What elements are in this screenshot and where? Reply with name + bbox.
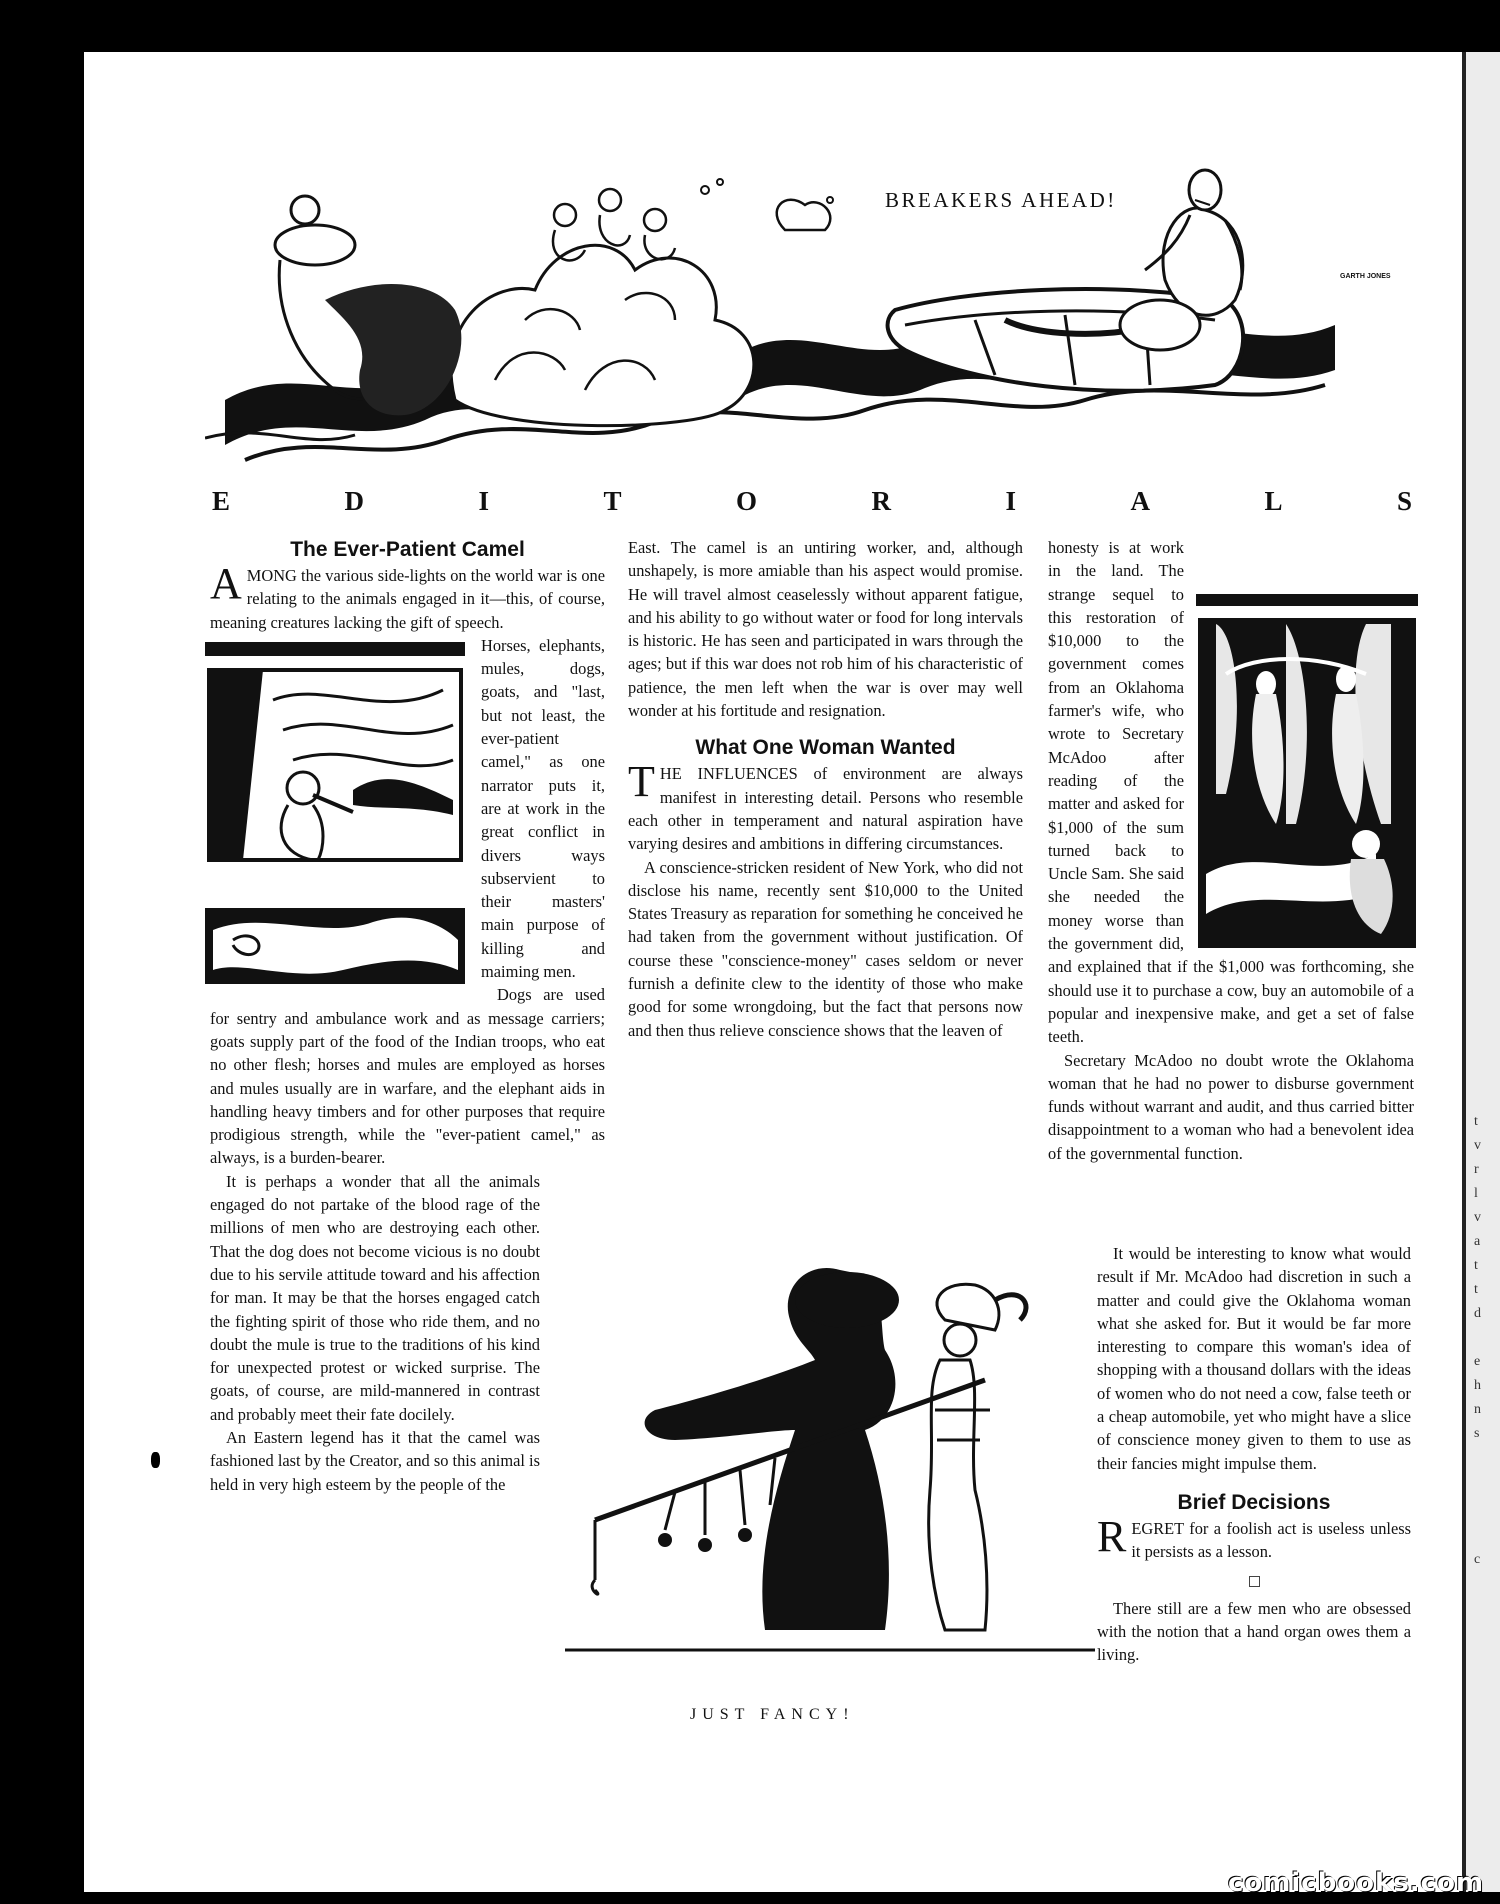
facing-letter: t — [1474, 1258, 1478, 1273]
artist-signature: GARTH JONES — [1340, 273, 1391, 280]
facing-letter: t — [1474, 1114, 1478, 1129]
camel-paragraph-1a: MONG the various side-lights on the world war is one relating to the animals engaged in it—this, of course, meaning creatures lacking the gift of speech. — [210, 566, 605, 632]
section-title-letter: I — [1005, 486, 1016, 516]
section-title-letter: I — [478, 486, 489, 516]
column-3 — [1048, 536, 1414, 1165]
camel-paragraph-4: An Eastern legend has it that the camel was fashioned last by the Creator, and so this animal is held in very high esteem by the people of the — [210, 1427, 540, 1494]
section-title-letter: O — [735, 486, 757, 516]
brief-paragraph-2: There still are a few men who are obsessed with the notion that a hand organ owes them a living. — [1097, 1598, 1411, 1665]
section-title-letter: A — [1130, 486, 1150, 516]
facing-letter: c — [1474, 1552, 1481, 1567]
drop-cap: A — [210, 559, 242, 608]
facing-letter: d — [1474, 1306, 1481, 1321]
woman-paragraph-3: honesty is at work in the land. The strange sequel to this restoration of $10,000 to the government comes from an Oklahoma farmer's wife, who wrote to Secretary McAdoo after reading of the matter and asked for $1,000 of the sum turned back to Uncle Sam. She said she needed the money worse than the government did, and explained that if the $1,000 was forthcoming, she should use it to purchase a cow, buy an automobile of a popular and inexpensive make, and get a set of false teeth. — [1048, 538, 1414, 1047]
woman-with-flute-illustration — [203, 640, 467, 984]
column-2 — [628, 536, 1023, 1042]
facing-letter: a — [1474, 1234, 1481, 1249]
woman-paragraph-4: Secretary McAdoo no doubt wrote the Oklahoma woman that he had no power to disburse government funds without warrant and audit, and thus carried bitter disappointment to a woman who had a benevolent idea of the governmental function. — [1048, 1050, 1414, 1163]
column-1 — [210, 536, 605, 1496]
section-title-letter: R — [871, 486, 891, 516]
woman-paragraph-2: A conscience-stricken resident of New York, who did not disclose his name, recently sent $10,000 to the United States Treasury as reparation for something he conceived he had taken from the government without justification. Of course these "conscience-money" cases seldom or never furnish a definite clew to the identity of those who make good for some wrongdoing, but the fact that persons now and then thus relieve conscience shows that the leaven of — [628, 857, 1023, 1040]
section-divider — [1097, 1570, 1411, 1593]
camel-paragraph-2: Dogs are used for sentry and ambulance work and as message carriers; goats supply part of the food of the Indian troops, who eat no other flesh; horses and mules are employed as horses and mules usually are in warfare, and the elephant aids in handling heavy timbers and for other purposes that require prodigious strength, while the "ever-patient camel," as always, is a burden-bearer. — [210, 985, 605, 1168]
site-watermark: comicbooks.com — [1228, 1868, 1485, 1898]
camel-paragraph-1b: Horses, elephants, mules, dogs, goats, and "last, but not least, the ever-patient camel," as one narrator puts it, are at work in the great conflict in divers ways subservient to their masters' main purpose of killing and maiming men. — [481, 635, 605, 982]
section-title-letter: E — [212, 486, 231, 516]
just-fancy-cartoon — [565, 1260, 1095, 1656]
facing-letter: n — [1474, 1402, 1481, 1417]
facing-letter: e — [1474, 1354, 1481, 1369]
facing-letter: r — [1474, 1162, 1479, 1177]
facing-letter: s — [1474, 1426, 1480, 1441]
cartoon-caption: JUST FANCY! — [690, 1706, 855, 1723]
drop-cap: T — [628, 757, 655, 807]
facing-page-edge — [1462, 52, 1500, 1892]
dancing-women-illustration — [1196, 594, 1418, 950]
article-heading-woman: What One Woman Wanted — [695, 736, 956, 760]
brief-paragraph-1: EGRET for a foolish act is useless unless it persists as a lesson. — [1131, 1518, 1411, 1562]
drop-cap: R — [1097, 1511, 1127, 1561]
column-3-lower — [1097, 1242, 1411, 1667]
breakers-ahead-illustration — [205, 160, 1415, 478]
facing-letter: v — [1474, 1210, 1481, 1225]
section-title-letter: L — [1264, 486, 1283, 516]
facing-letter: t — [1474, 1282, 1478, 1297]
section-title-letter: T — [603, 486, 622, 516]
article-heading-brief: Brief Decisions — [1177, 1490, 1331, 1514]
section-title-letter: D — [344, 486, 364, 516]
section-title-letter: S — [1396, 486, 1412, 516]
facing-letter: h — [1474, 1378, 1481, 1393]
facing-letter: v — [1474, 1138, 1481, 1153]
binding-hole — [151, 1452, 160, 1468]
article-heading-camel: The Ever-Patient Camel — [290, 538, 525, 561]
woman-paragraph-5: It would be interesting to know what would result if Mr. McAdoo had discretion in such a matter and could give the Oklahoma woman what she asked for. But it would be far more interesting to compare this woman's idea of shopping with a thousand dollars with the ideas of women who do not need a cow, false teeth or a cheap automobile, yet who might have a slice of conscience money given to them to use as their fancies might impulse them. — [1097, 1244, 1411, 1473]
banner-title: BREAKERS AHEAD! — [885, 188, 1117, 212]
woman-paragraph-1: HE INFLUENCES of environment are always manifest in interesting detail. Persons who resemble each other in temperament and natural aspiration have varying desires and ambitions in differing circumstances. — [628, 764, 1023, 854]
section-title — [212, 486, 1412, 517]
camel-paragraph-3: It is perhaps a wonder that all the animals engaged do not partake of the blood rage of the millions of men who are destroying each other. That the dog does not become vicious is no doubt due to his servile attitude toward and his affection for man. It may be that the horses engaged catch the fighting spirit of those who ride them, and no doubt the mule is true to the traditions of his kind for unexpected protest or wicked surprise. The goats, of course, are mild-mannered in contrast and probably meet their fate docilely. — [210, 1171, 540, 1424]
facing-letter: l — [1474, 1186, 1478, 1201]
camel-paragraph-5: East. The camel is an untiring worker, and, although unshapely, is more amiable than his aspect would promise. He will travel almost ceaselessly without apparent fatigue, and his ability to go without water or food for long intervals is historic. He has seen and participated in wars through the ages; but if this war does not rob him of his characteristic of patience, the men left when the war is over may well wonder at his fortitude and resignation. — [628, 538, 1023, 721]
